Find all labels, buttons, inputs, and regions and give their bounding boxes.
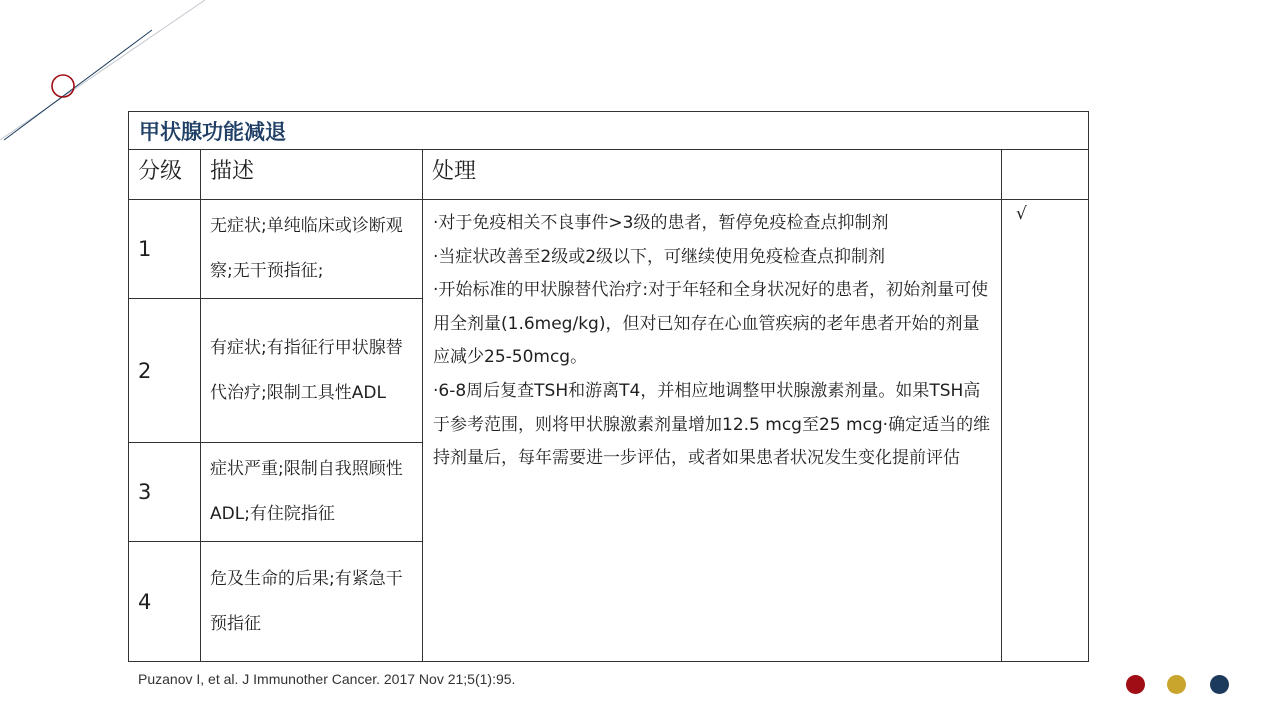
treatment-line: ·开始标准的甲状腺替代治疗:对于年轻和全身状况好的患者，初始剂量可使用全剂量(1.6meg/kg)，但对已知存在心血管疾病的老年患者开始的剂量应减少25-50mcg。 [433, 280, 989, 368]
treatment-cell [423, 200, 1002, 662]
grade-cell: 4 [129, 542, 201, 662]
header-extra [1002, 150, 1089, 200]
description-cell: 危及生命的后果;有紧急干预指征 [201, 542, 423, 662]
description-cell: 症状严重;限制自我照顾性ADL;有住院指征 [201, 443, 423, 542]
grade-cell: 3 [129, 443, 201, 542]
header-description: 描述 [210, 159, 255, 184]
grade-cell: 1 [129, 200, 201, 299]
description-cell: 有症状;有指征行甲状腺替代治疗;限制工具性ADL [201, 299, 423, 443]
header-treatment: 处理 [432, 159, 477, 184]
hypothyroidism-table [128, 111, 1089, 662]
check-cell [1002, 200, 1089, 662]
check-mark: √ [1016, 204, 1027, 224]
description-cell: 无症状;单纯临床或诊断观察;无干预指征; [201, 200, 423, 299]
red-ring-icon [52, 75, 74, 97]
page-number: 19 [1169, 676, 1185, 691]
navy-dot-icon [1210, 675, 1229, 694]
treatment-line: ·当症状改善至2级或2级以下，可继续使用免疫检查点抑制剂 [433, 246, 886, 267]
citation: Puzanov I, et al. J Immunother Cancer. 2017 Nov 21;5(1):95. [138, 671, 516, 687]
header-grade: 分级 [138, 159, 183, 184]
table-title: 甲状腺功能减退 [129, 112, 1089, 150]
treatment-line: ·对于免疫相关不良事件>3级的患者，暂停免疫检查点抑制剂 [433, 213, 889, 233]
treatment-line: ·6-8周后复查TSH和游离T4，并相应地调整甲状腺激素剂量。如果TSH高于参考范围，则将甲状腺激素剂量增加12.5 mcg至25 mcg·确定适当的维持剂量后，每年需要进一步评估，或者如果患者状况发生变化提前评估 [433, 380, 991, 469]
grade-cell: 2 [129, 299, 201, 443]
red-dot-icon [1126, 675, 1145, 694]
table-row [129, 200, 1089, 299]
